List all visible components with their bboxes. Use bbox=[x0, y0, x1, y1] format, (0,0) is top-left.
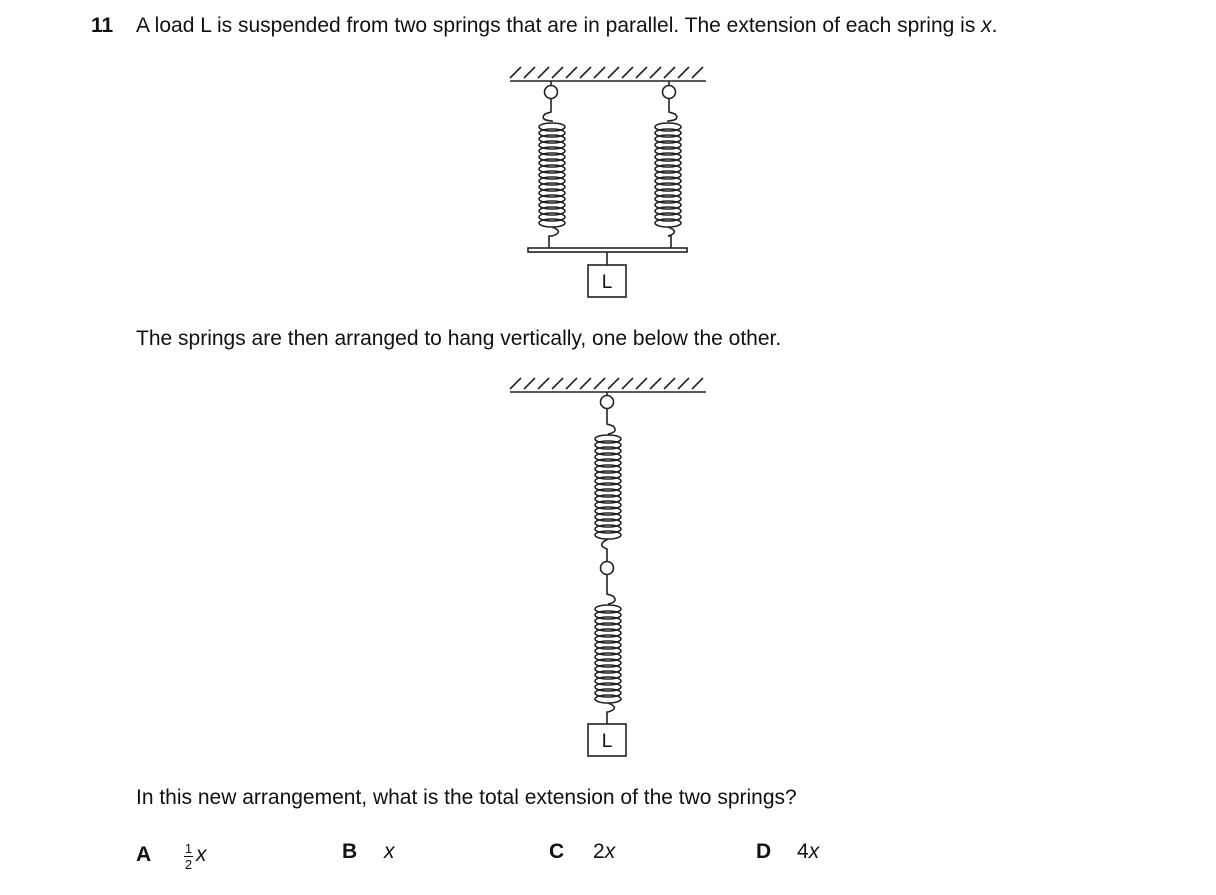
option-a-value: x bbox=[196, 842, 207, 866]
option-d[interactable] bbox=[756, 840, 819, 864]
option-b-letter: B bbox=[342, 840, 358, 863]
option-a-fraction bbox=[184, 842, 193, 871]
question-prompt: In this new arrangement, what is the total extension of the two springs? bbox=[136, 786, 797, 809]
load-label: L bbox=[601, 272, 613, 293]
option-a[interactable] bbox=[136, 840, 207, 872]
upper-spring bbox=[595, 392, 621, 575]
option-c-coefficient: 2 bbox=[593, 840, 605, 863]
option-b[interactable] bbox=[342, 840, 395, 864]
ceiling-hatching bbox=[510, 378, 706, 392]
question-number: 11 bbox=[91, 14, 114, 37]
fraction-denominator: 2 bbox=[184, 857, 193, 872]
load-label: L bbox=[601, 731, 613, 752]
option-c-letter: C bbox=[549, 840, 565, 863]
option-c[interactable] bbox=[549, 840, 615, 864]
stem-period: . bbox=[991, 14, 998, 37]
stem-text: A load L is suspended from two springs that are in parallel. The extension of each spring is bbox=[136, 14, 982, 37]
option-a-letter: A bbox=[136, 842, 152, 866]
option-d-coefficient: 4 bbox=[797, 840, 809, 863]
option-b-value: x bbox=[384, 840, 395, 863]
lower-spring bbox=[595, 574, 621, 724]
option-d-letter: D bbox=[756, 840, 772, 863]
stem-variable: x bbox=[981, 14, 992, 37]
transition-text: The springs are then arranged to hang vertically, one below the other. bbox=[136, 327, 782, 350]
fraction-numerator: 1 bbox=[184, 841, 193, 856]
option-c-value: x bbox=[604, 840, 616, 863]
option-d-value: x bbox=[808, 840, 820, 863]
